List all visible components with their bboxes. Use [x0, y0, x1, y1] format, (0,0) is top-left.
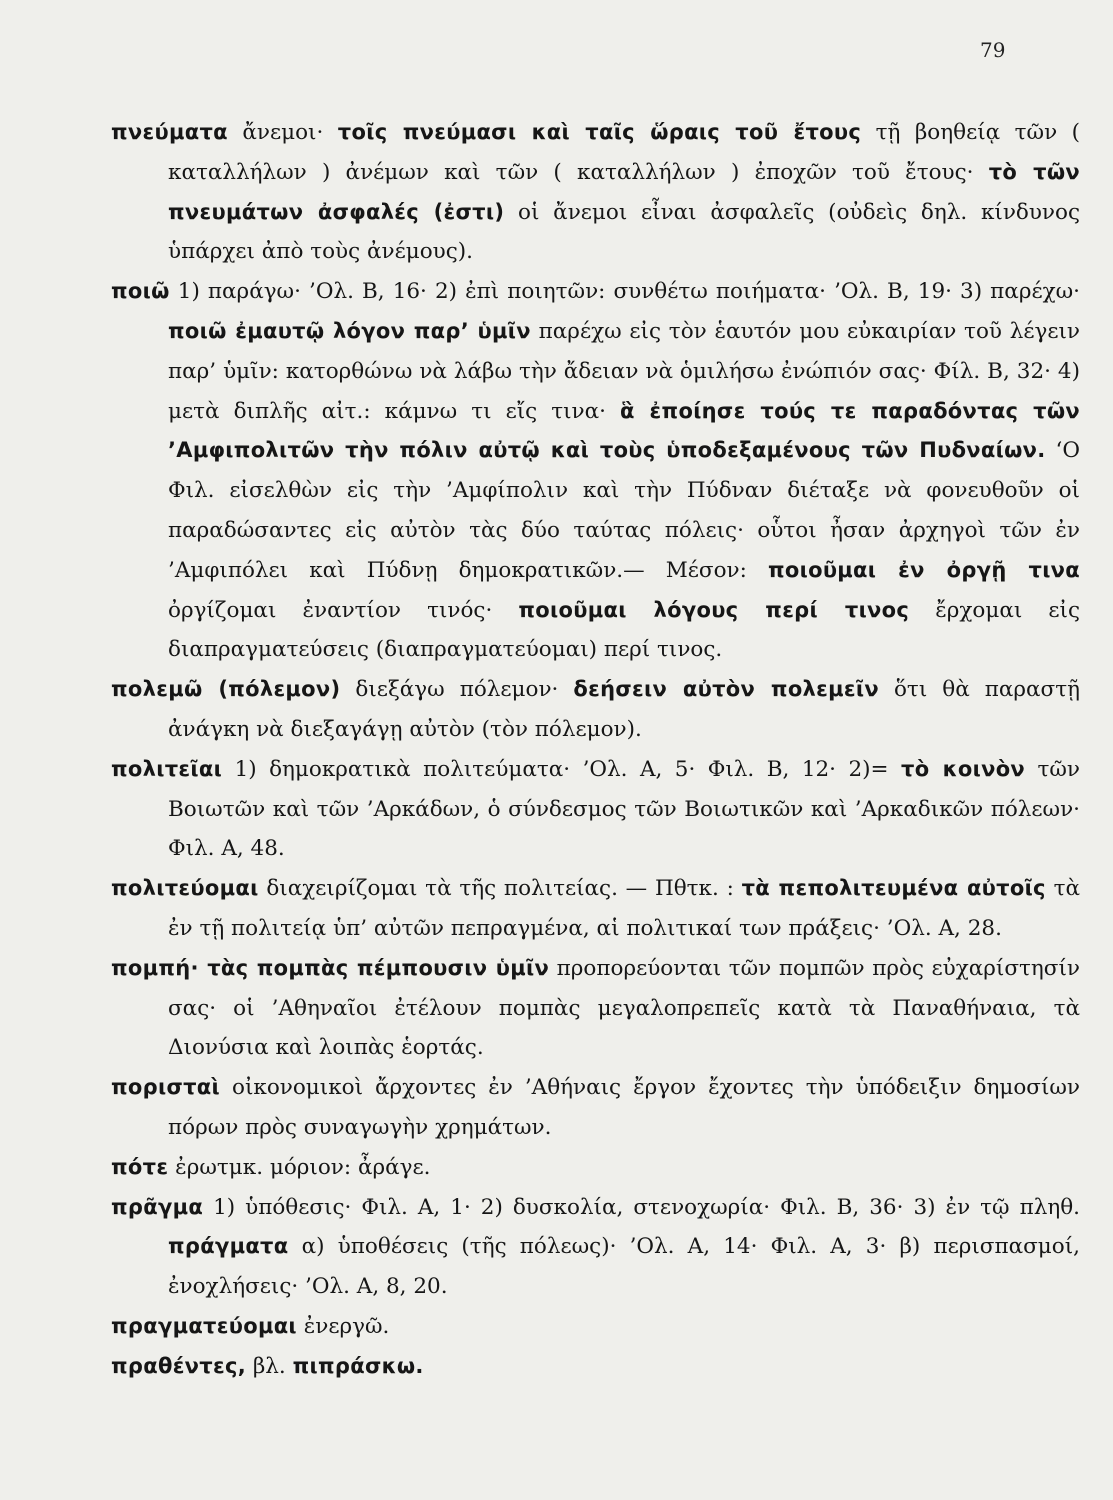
definition-text: τῇ βοηθείᾳ τῶν ( καταλλήλων ) ἀνέμων καὶ τῶν ( καταλλήλων ) ἐποχῶν τοῦ ἔτους· — [168, 120, 1081, 185]
dictionary-entry — [111, 272, 1080, 670]
bold-phrase: τὸ τῶν πνευμάτων ἀσφαλές (ἐστι) — [168, 159, 1080, 224]
definition-text: ἐρωτμκ. μόριον: ἆράγε. — [168, 1154, 431, 1180]
definition-text: ἄνεμοι· — [227, 120, 338, 145]
bold-phrase: ἃ ἐποίησε τούς τε παραδόντας τῶν ’Αμφιπολιτῶν τὴν πόλιν αὐτῷ καὶ τοὺς ὑποδεξαμένους τῶν Πυδναίων. — [168, 398, 1080, 463]
entries-list — [0, 113, 1113, 1387]
dictionary-entry — [111, 750, 1080, 869]
definition-text: οἰκονομικοὶ ἄρχοντες ἐν ’Αθήναις ἔργον ἔχοντες τὴν ὑπόδειξιν δημοσίων πόρων πρὸς συναγωγὴν χρημάτων. — [168, 1075, 1080, 1140]
definition-text: τῶν Βοιωτῶν καὶ τῶν ’Αρκάδων, ὁ σύνδεσμος τῶν Βοιωτικῶν καὶ ’Αρκαδικῶν πόλεων· Φιλ. Α, 48. — [168, 756, 1080, 862]
headword: πρᾶγμα — [111, 1194, 204, 1219]
bold-phrase: τὰ πεπολιτευμένα αὐτοῖς — [741, 876, 1046, 901]
definition-text: α) ὑποθέσεις (τῆς πόλεως)· ’Ολ. Α, 14· Φιλ. Α, 3· β) περισπασμοί, ἐνοχλήσεις· ’Ολ. Α, 8, 20. — [168, 1234, 1080, 1300]
bold-phrase: τοῖς πνεύμασι καὶ ταῖς ὥραις τοῦ ἔτους — [337, 120, 862, 144]
headword: πραγματεύομαι — [111, 1313, 297, 1338]
definition-text: τὰ ἐν τῇ πολιτείᾳ ὑπ’ αὐτῶν πεπραγμένα, αἱ πολιτικαί των πράξεις· ’Ολ. Α, 28. — [168, 876, 1080, 941]
definition-text: προπορεύονται τῶν πομπῶν πρὸς εὐχαρίστησίν σας· οἱ ’Αθηναῖοι ἐτέλουν πομπὰς μεγαλοπρεπεῖς κατὰ τὰ Παναθήναια, τὰ Διονύσια καὶ λοιπὰς ἑορτάς. — [168, 955, 1080, 1061]
definition-text: παρέχω εἰς τὸν ἑαυτόν μου εὐκαιρίαν τοῦ λέγειν παρ’ ὑμῖν: κατορθώνω νὰ λάβω τὴν ἄδειαν νὰ ὁμιλήσω ἐνώπιόν σας· Φίλ. Β, 32· 4) μετὰ διπλῆς αἰτ.: κάμνω τι εἴς τινα· — [168, 318, 1080, 424]
bold-phrase: πιπράσκω. — [292, 1353, 424, 1378]
headword: πορισταὶ — [111, 1075, 221, 1100]
bold-phrase: τὸ κοινὸν — [901, 756, 1026, 781]
definition-text: ‘Ο Φιλ. εἰσελθὼν εἰς τὴν ’Αμφίπολιν καὶ τὴν Πύδναν διέταξε νὰ φονευθοῦν οἱ παραδώσαντες εἰς αὐτὸν τὰς δύο ταύτας πόλεις· οὗτοι ἦσαν ἀρχηγοὶ τῶν ἐν ’Αμφιπόλει καὶ Πύδνῃ δημοκρατικῶν.— Μέσον: — [168, 438, 1080, 583]
definition-text: ὀργίζομαι ἐναντίον τινός· — [168, 597, 519, 623]
headword: πολεμῶ (πόλεμον) — [111, 677, 341, 702]
headword: πομπή· τὰς πομπὰς πέμπουσιν ὑμῖν — [111, 955, 550, 980]
bold-phrase: δεήσειν αὐτὸν πολεμεῖν — [573, 677, 879, 702]
headword: πότε — [111, 1154, 169, 1179]
headword: πραθέντες, — [111, 1353, 247, 1378]
headword: ποιῶ — [111, 279, 170, 304]
bold-phrase: ποιῶ ἐμαυτῷ λόγον παρ’ ὑμῖν — [168, 318, 531, 343]
dictionary-entry — [111, 949, 1080, 1068]
dictionary-entry — [111, 1148, 1080, 1188]
headword: πολιτεῖαι — [111, 756, 223, 781]
definition-text: 1) παράγω· ’Ολ. Β, 16· 2) ἐπὶ ποιητῶν: συνθέτω ποιήματα· ’Ολ. Β, 19· 3) παρέχω· — [169, 279, 1080, 305]
definition-text: 1) ὑπόθεσις· Φιλ. Α, 1· 2) δυσκολία, στενοχωρία· Φιλ. Β, 36· 3) ἐν τῷ πληθ. — [203, 1194, 1080, 1220]
headword: πνεύματα — [111, 120, 228, 144]
definition-text: οἱ ἄνεμοι εἶναι ἀσφαλεῖς (οὐδεὶς δηλ. κίνδυνος ὑπάρχει ἀπὸ τοὺς ἀνέμους). — [168, 199, 1080, 265]
dictionary-entry — [111, 670, 1080, 750]
definition-text: βλ. — [246, 1353, 293, 1379]
page-number: 79 — [980, 38, 1006, 62]
definition-text: 1) δημοκρατικὰ πολιτεύματα· ’Ολ. Α, 5· Φιλ. Β, 12· 2)= — [222, 756, 901, 782]
dictionary-entry — [111, 113, 1080, 272]
headword: πολιτεύομαι — [111, 876, 259, 901]
bold-phrase: ποιοῦμαι λόγους περί τινος — [518, 597, 910, 622]
bold-phrase: πράγματα — [168, 1234, 289, 1259]
dictionary-entry — [111, 1307, 1080, 1347]
definition-text: ἔρχομαι εἰς διαπραγματεύσεις (διαπραγματεύομαι) περί τινος. — [168, 597, 1080, 663]
bold-phrase: ποιοῦμαι ἐν ὀργῇ τινα — [767, 557, 1081, 582]
dictionary-entry — [111, 1188, 1080, 1307]
dictionary-entry — [111, 869, 1080, 949]
definition-text: ἐνεργῶ. — [296, 1313, 390, 1339]
dictionary-entry — [111, 1068, 1080, 1148]
definition-text: διαχειρίζομαι τὰ τῆς πολιτείας. — Πθτκ. : — [258, 876, 742, 902]
definition-text: ὅτι θὰ παραστῇ ἀνάγκη νὰ διεξαγάγῃ αὐτὸν (τὸν πόλεμον). — [168, 677, 1081, 742]
dictionary-entry — [111, 1347, 1080, 1387]
definition-text: διεξάγω πόλεμον· — [340, 677, 574, 703]
